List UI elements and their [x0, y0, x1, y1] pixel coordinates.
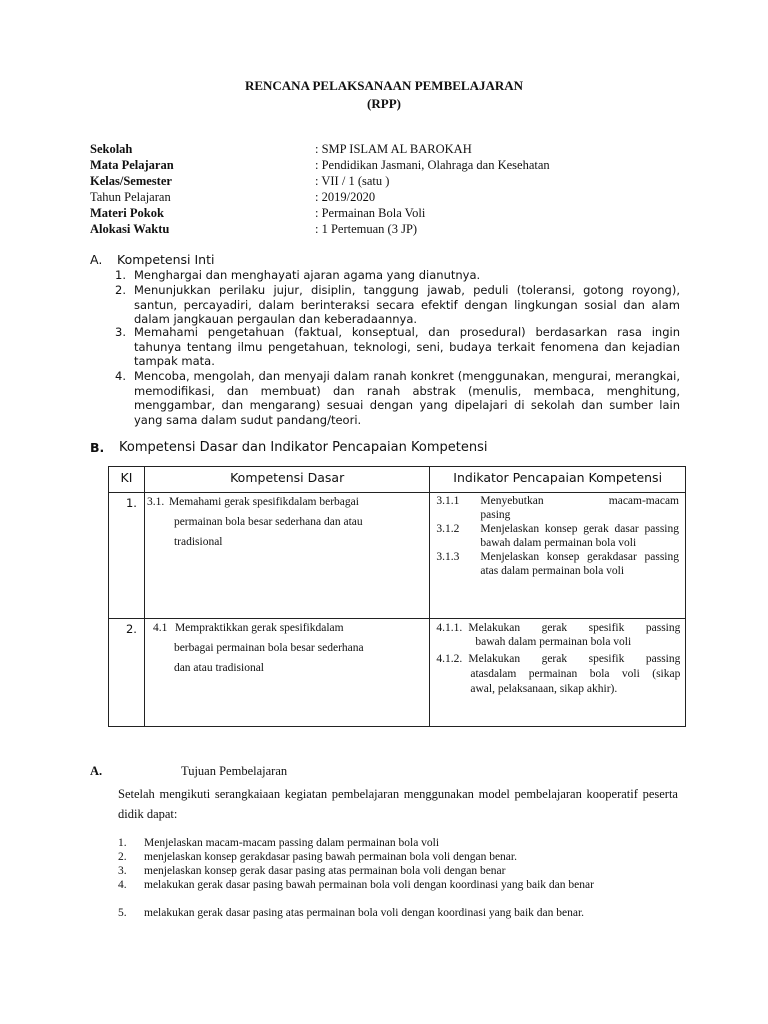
- section-b-title: Kompetensi Dasar dan Indikator Pencapaian Kompetensi: [119, 440, 488, 455]
- section-b-letter: B.: [90, 440, 105, 455]
- tujuan-intro: Setelah mengikuti serangkaiaan kegiatan pembelajaran menggunakan model pembelajaran kooperatif peserta didik dapat:: [118, 787, 678, 821]
- indicator-item: [430, 551, 685, 578]
- table-cell-kd: [144, 493, 429, 619]
- table-header-ki: KI: [109, 467, 145, 493]
- list-item-number: 2.: [118, 851, 127, 863]
- meta-value: : VII / 1 (satu ): [315, 174, 390, 188]
- indicator-number: 3.1.3: [436, 551, 460, 563]
- indicator-text: Melakukan gerak spesifik passing: [468, 653, 681, 665]
- indicator-text: Melakukan gerak spesifik passing: [468, 622, 681, 634]
- list-item: [118, 879, 678, 893]
- ki-item-text: Menghargai dan menghayati ajaran agama yang dianutnya.: [134, 268, 481, 282]
- meta-value: : 2019/2020: [315, 190, 376, 204]
- kd-line: dan atau tradisional: [173, 662, 265, 674]
- table-header-row: [109, 467, 686, 493]
- table-cell-indikator: [430, 619, 686, 727]
- table-cell-ki: 2.: [109, 619, 145, 727]
- meta-label: Kelas/Semester: [90, 174, 172, 188]
- meta-label: Tahun Pelajaran: [90, 190, 171, 204]
- ki-item-text: Mencoba, mengolah, dan menyaji dalam ranah konkret (menggunakan, mengurai, merangkai, memodifikasi, dan membuat) dan ranah abstrak (menulis, membaca, menghitung, menggambar, dan mengarang) sesuai dengan yang dipelajari di sekolah dan sumber lain yang sama dalam sudut pandang/teori.: [134, 369, 680, 427]
- list-item: [118, 851, 678, 865]
- indicator-number: 3.1.1: [436, 495, 460, 507]
- kd-number: 4.1: [152, 622, 168, 634]
- indicator-number: 4.1.2.: [436, 653, 463, 665]
- meta-label: Sekolah: [90, 142, 133, 156]
- table-row: [109, 619, 686, 727]
- kd-number: 3.1.: [146, 496, 165, 508]
- section-a-title: Kompetensi Inti: [117, 252, 215, 267]
- indicator-text: atasdalam permainan bola voli (sikap: [470, 668, 681, 680]
- list-item-number: 4.: [118, 879, 127, 891]
- kd-line: tradisional: [173, 536, 223, 548]
- ki-item-text: Menunjukkan perilaku jujur, disiplin, tanggung jawab, peduli (toleransi, gotong royong), santun, percayadiri, dalam berinteraksi secara efektif dengan lingkungan sosial dan alam dalam jangkauan pergaulan dan keberadaannya.: [134, 283, 680, 326]
- indicator-text: Menyebutkan macam-macam pasing: [480, 495, 679, 521]
- meta-value: : SMP ISLAM AL BAROKAH: [315, 142, 472, 156]
- indicator-item: [430, 523, 685, 550]
- table-cell-ki: 1.: [109, 493, 145, 619]
- kompetensi-table: [108, 466, 686, 727]
- ki-item-number: 3.: [115, 325, 126, 339]
- list-item-number: 1.: [118, 837, 127, 849]
- list-item-number: 3.: [118, 865, 127, 877]
- indicator-number: 4.1.1.: [436, 622, 463, 634]
- meta-label: Mata Pelajaran: [90, 158, 174, 172]
- section-tujuan-letter: A.: [90, 764, 103, 778]
- kd-line: permainan bola besar sederhana dan atau: [173, 516, 363, 528]
- list-item: [118, 837, 678, 851]
- table-row: [109, 493, 686, 619]
- table-cell-kd: [144, 619, 429, 727]
- kd-line: Memahami gerak spesifikdalam berbagai: [168, 496, 359, 508]
- list-item-number: 5.: [118, 907, 127, 919]
- table-header-indikator: Indikator Pencapaian Kompetensi: [430, 467, 686, 493]
- table-header-kd: Kompetensi Dasar: [144, 467, 429, 493]
- list-item: [118, 907, 678, 921]
- kd-line: berbagai permainan bola besar sederhana: [173, 642, 364, 654]
- indicator-text: Menjelaskan konsep gerakdasar passing atas dalam permainan bola voli: [480, 551, 679, 577]
- list-item-text: menjelaskan konsep gerakdasar pasing bawah permainan bola voli dengan benar.: [144, 851, 517, 863]
- document-title: RENCANA PELAKSANAAN PEMBELAJARAN: [244, 78, 524, 93]
- ki-item-text: Memahami pengetahuan (faktual, konseptual, dan prosedural) berdasarkan rasa ingin tahunya tentang ilmu pengetahuan, teknologi, seni, budaya terkait fenomena dan kejadian tampak mata.: [134, 325, 680, 368]
- meta-value: : Pendidikan Jasmani, Olahraga dan Kesehatan: [315, 158, 550, 172]
- list-item-text: Menjelaskan macam-macam passing dalam permainan bola voli: [144, 837, 440, 849]
- indicator-text: bawah dalam permainan bola voli: [475, 636, 632, 648]
- section-tujuan-title: Tujuan Pembelajaran: [181, 764, 288, 778]
- list-item-text: melakukan gerak dasar pasing bawah permainan bola voli dengan koordinasi yang baik dan benar: [144, 879, 594, 891]
- meta-value: : 1 Pertemuan (3 JP): [315, 222, 418, 236]
- kd-line: Mempraktikkan gerak spesifikdalam: [174, 622, 344, 634]
- indicator-item: [430, 495, 685, 522]
- ki-item-number: 1.: [115, 268, 126, 282]
- list-item-text: menjelaskan konsep gerak dasar pasing atas permainan bola voli dengan benar: [144, 865, 506, 877]
- ki-item-number: 4.: [115, 369, 126, 383]
- meta-value: : Permainan Bola Voli: [315, 206, 426, 220]
- list-item: [118, 865, 678, 879]
- meta-label: Alokasi Waktu: [90, 222, 170, 236]
- section-a-letter: A.: [90, 252, 103, 267]
- meta-label: Materi Pokok: [90, 206, 164, 220]
- indicator-text: awal, pelaksanaan, sikap akhir).: [470, 683, 618, 695]
- document-subtitle: (RPP): [367, 96, 401, 111]
- indicator-number: 3.1.2: [436, 523, 460, 535]
- ki-item-number: 2.: [115, 283, 126, 297]
- table-cell-indikator: [430, 493, 686, 619]
- list-item-text: melakukan gerak dasar pasing atas permainan bola voli dengan koordinasi yang baik dan benar.: [144, 907, 585, 919]
- indicator-text: Menjelaskan konsep gerak dasar passing bawah dalam permainan bola voli: [480, 523, 679, 549]
